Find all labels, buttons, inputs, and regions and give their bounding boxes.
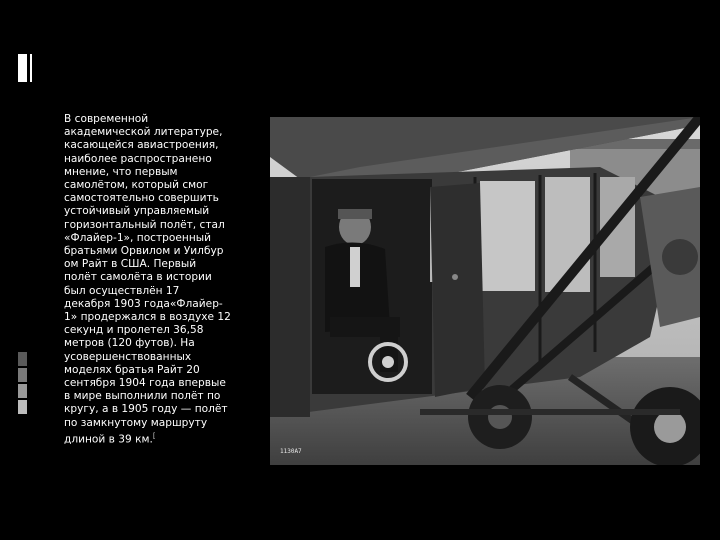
accent-bar-4 <box>18 400 27 414</box>
accent-bar-1 <box>18 352 27 366</box>
aircraft-photo <box>270 117 700 465</box>
body-text-content: В современной академической литературе, касающейся авиастроения, наиболее распространено мнение, что первым самолётом, который смог самостоятельно совершить устойчивый управляемый горизонтальный полёт, стал «Флайер-1», построенный братьями Орвилом и Уилбур ом Райт в США. Первый полёт самолёта в истории был осуществлён 17 декабря 1903 года«Флайер- 1» продержался в воздухе 12 секунд и пролетел 36,58 метров (120 футов). На усовершенствованных моделях братья Райт 20 сентября 1904 года впервые в мире выполнили полёт по кругу, а в 1905 году — полёт по замкнутому маршруту длиной в 39 км. <box>64 113 231 446</box>
photo-caption-code: 1130A7 <box>280 448 302 455</box>
accent-bar-2 <box>18 368 27 382</box>
footnote-marker[interactable]: [ <box>152 431 156 440</box>
accent-bar-3 <box>18 384 27 398</box>
body-text <box>64 113 252 447</box>
title-accent-line <box>30 54 32 82</box>
title-accent-bar <box>18 54 27 82</box>
aircraft-photo-graphic <box>270 117 700 465</box>
